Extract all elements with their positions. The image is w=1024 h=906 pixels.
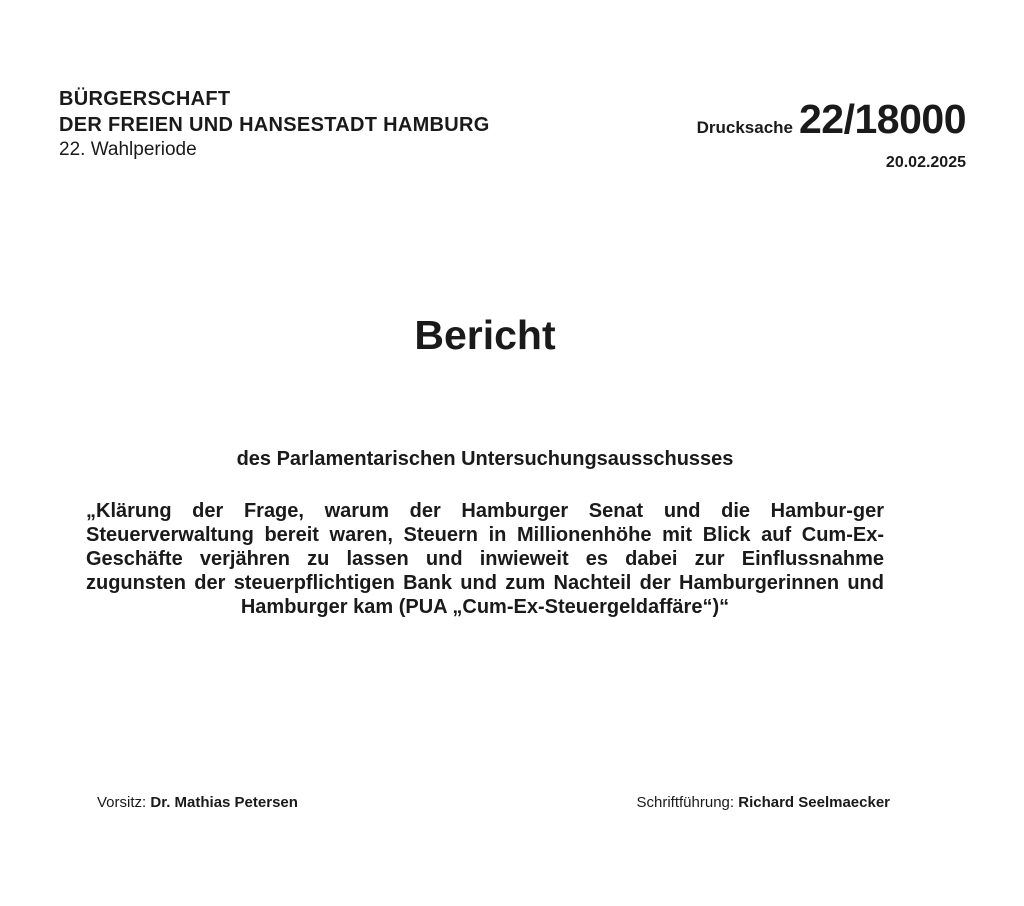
secretary-info (637, 794, 891, 811)
secretary-name: Richard Seelmaecker (738, 794, 890, 811)
parliament-name-line2: DER FREIEN UND HANSESTADT HAMBURG (59, 114, 490, 136)
document-date: 20.02.2025 (885, 154, 966, 171)
document-label: Drucksache (696, 118, 793, 137)
document-number: 22/18000 (798, 96, 966, 142)
parliament-header (59, 86, 490, 163)
chair-label: Vorsitz: (97, 794, 147, 811)
report-title: Bericht (414, 312, 556, 358)
committee-subject: „Klärung der Frage, warum der Hamburger Senat und die Hambur-ger Steuerverwaltung bereit waren, Steuern in Millionenhöhe mit Blick auf Cum-Ex-Geschäfte verjähren zu lassen und inwieweit es dabei zur Einflussnahme zugunsten der steuerpflichtigen Bank und zum Nachteil der Hamburgerinnen und Hamburger kam (PUA „Cum-Ex-Steuergeldaffäre“)“ (86, 500, 884, 618)
chair-info (97, 794, 298, 811)
document-number-row (697, 96, 966, 152)
chair-name: Dr. Mathias Petersen (150, 794, 298, 811)
parliament-name-line1: BÜRGERSCHAFT (59, 88, 231, 110)
secretary-label: Schriftführung: (636, 794, 735, 811)
document-info (697, 96, 966, 172)
committee-name: des Parlamentarischen Untersuchungsausschusses (236, 448, 734, 470)
legislative-period: 22. Wahlperiode (59, 139, 197, 160)
